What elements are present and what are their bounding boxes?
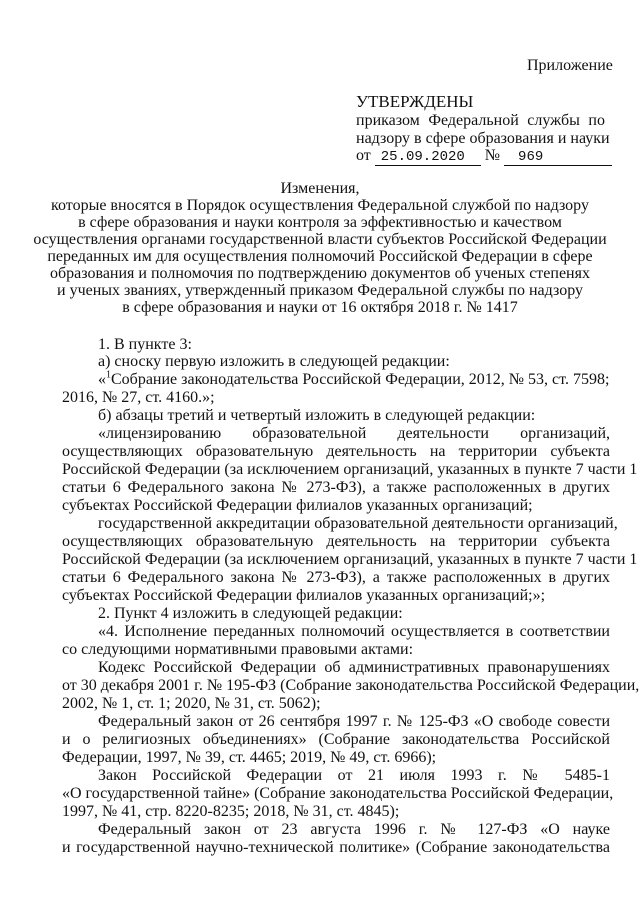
heading-line: в сфере образования и науки от 16 октября 2018 г. № 1417 xyxy=(122,299,518,316)
law1-line: и о религиозных объединениях» (Собрание законодательства Российской xyxy=(62,731,610,748)
approval-from: от xyxy=(356,147,371,164)
block2-line: статьи 6 Федерального закона № 273-ФЗ), а также расположенных в других xyxy=(62,569,610,586)
code-line: Кодекс Российской Федерации об административных правонарушениях xyxy=(98,659,610,676)
law2-line: «О государственной тайне» (Собрание законодательства Российской Федерации, xyxy=(62,785,614,802)
footnote-text: Собрание законодательства Российской Федерации, 2012, № 53, ст. 7598; xyxy=(111,371,610,388)
code-line: от 30 декабря 2001 г. № 195-ФЗ (Собрание законодательства Российской Федерации, xyxy=(62,677,640,694)
law2-line: Закон Российской Федерации от 21 июля 1993 г. № 5485-1 xyxy=(98,767,610,784)
appendix-label: Приложение xyxy=(527,57,613,74)
block1-line: «лицензированию образовательной деятельности организаций, xyxy=(98,425,610,442)
approval-date-line xyxy=(356,147,612,166)
heading-title: Изменения, xyxy=(280,180,360,197)
p4-line: «4. Исполнение переданных полномочий осуществляется в соответствии xyxy=(98,623,610,640)
block2-line: государственной аккредитации образовательной деятельности организаций, xyxy=(98,515,618,532)
heading-line: и ученых званиях, утвержденный приказом Федеральной службы по надзору xyxy=(57,282,583,299)
law1-line: Федеральный закон от 26 сентября 1997 г. № 125-ФЗ «О свободе совести xyxy=(98,713,610,730)
block2-line: субъектах Российской Федерации филиалов указанных организаций;»; xyxy=(62,587,546,604)
heading-line: переданных им для осуществления полномочий Российской Федерации в сфере xyxy=(47,248,593,265)
approval-line-2: надзору в сфере образования и науки xyxy=(356,130,610,147)
code-line: 2002, № 1, ст. 1; 2020, № 31, ст. 5062); xyxy=(62,695,321,712)
paragraph-1a: а) сноску первую изложить в следующей редакции: xyxy=(98,353,450,370)
approval-date: 25.09.2020 xyxy=(375,149,481,166)
p4-line: со следующими нормативными правовыми актами: xyxy=(62,641,414,658)
law1-line: Федерации, 1997, № 39, ст. 4465; 2019, № 49, ст. 6966); xyxy=(62,749,437,766)
approval-number-sign: № xyxy=(484,147,501,164)
heading-line: которые вносятся в Порядок осуществления Федеральной службой по надзору xyxy=(51,197,589,214)
footnote-mark: 1 xyxy=(106,369,111,381)
law3-line: Федеральный закон от 23 августа 1996 г. № 127-ФЗ «О науке xyxy=(98,821,610,838)
block2-line: осуществляющих образовательную деятельность на территории субъекта xyxy=(62,533,610,550)
paragraph-1: 1. В пункте 3: xyxy=(98,336,192,353)
block1-line: осуществляющих образовательную деятельность на территории субъекта xyxy=(62,443,610,460)
heading-line: в сфере образования и науки контроля за эффективностью и качеством xyxy=(78,214,562,231)
approval-number: 969 xyxy=(504,149,612,166)
block1-line: статьи 6 Федерального закона № 273-ФЗ), а также расположенных в других xyxy=(62,479,610,496)
block1-line: Российской Федерации (за исключением организаций, указанных в пункте 7 части 1 xyxy=(62,461,638,478)
law3-line: и государственной научно-технической политике» (Собрание законодательства xyxy=(62,839,610,856)
block1-line: субъектах Российской Федерации филиалов указанных организаций; xyxy=(62,497,533,514)
approval-line-1: приказом Федеральной службы по xyxy=(356,112,605,129)
quote-open: « xyxy=(98,371,106,388)
footnote-quote-line-2: 2016, № 27, ст. 4160.»; xyxy=(62,389,215,406)
approval-title: УТВЕРЖДЕНЫ xyxy=(356,92,474,111)
footnote-quote-line-1 xyxy=(98,371,610,389)
heading-line: осуществления органами государственной власти субъектов Российской Федерации xyxy=(33,231,607,248)
law2-line: 1997, № 41, стр. 8220-8235; 2018, № 31, ст. 4845); xyxy=(62,803,400,820)
heading-line: образования и полномочия по подтверждению документов об ученых степенях xyxy=(50,265,590,282)
paragraph-2: 2. Пункт 4 изложить в следующей редакции: xyxy=(98,605,403,622)
paragraph-1b: б) абзацы третий и четвертый изложить в следующей редакции: xyxy=(98,407,536,424)
block2-line: Российской Федерации (за исключением организаций, указанных в пункте 7 части 1 xyxy=(62,551,638,568)
